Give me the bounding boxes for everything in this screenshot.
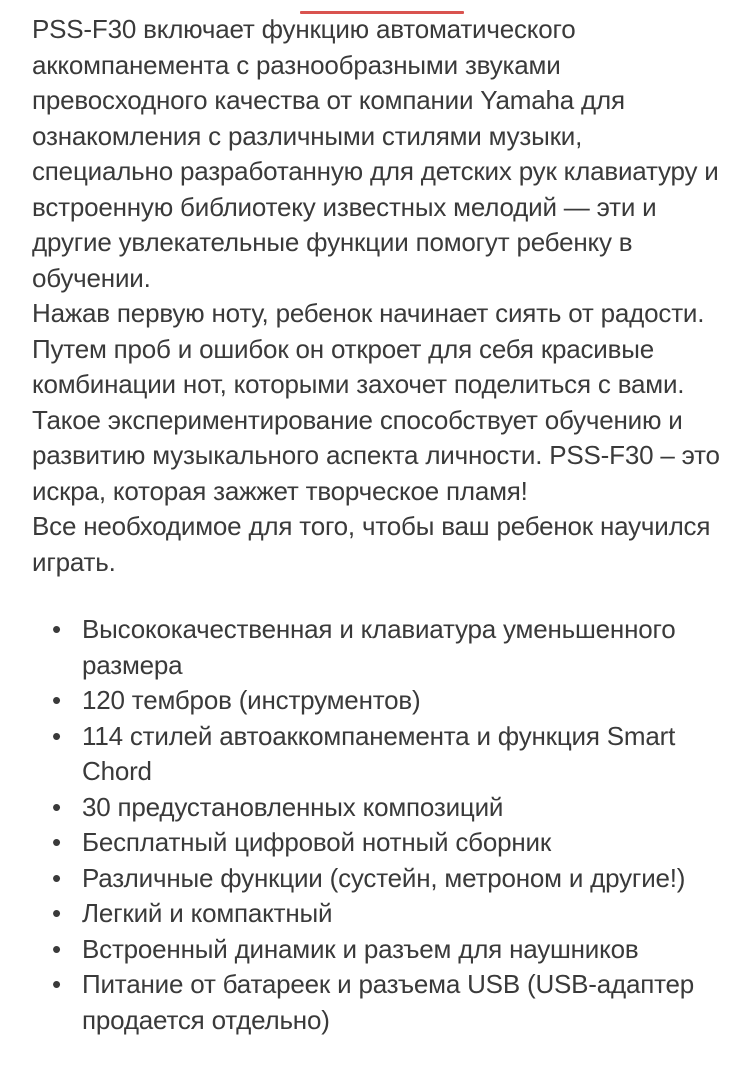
article-body bbox=[32, 12, 722, 1038]
paragraph-list-intro: Все необходимое для того, чтобы ваш ребенок научился играть. bbox=[32, 511, 711, 577]
list-item bbox=[32, 790, 722, 826]
feature-text: Питание от батареек и разъема USB (USB-адаптер продается отдельно) bbox=[82, 969, 695, 1035]
feature-text: 114 стилей автоаккомпанемента и функция Smart Chord bbox=[82, 720, 676, 786]
list-item bbox=[32, 612, 722, 683]
feature-text: Встроенный динамик и разъем для наушников bbox=[82, 933, 639, 964]
bullet-icon: • bbox=[52, 685, 61, 715]
list-item bbox=[32, 825, 722, 861]
feature-text: Бесплатный цифровой нотный сборник bbox=[82, 827, 552, 857]
list-item bbox=[32, 861, 722, 897]
list-item bbox=[32, 932, 722, 968]
list-item bbox=[32, 967, 722, 1038]
bullet-icon: • bbox=[52, 969, 61, 999]
bottom-fade bbox=[0, 1059, 738, 1073]
feature-text: Высококачественная и клавиатура уменьшенного размера bbox=[82, 614, 676, 680]
bullet-icon: • bbox=[52, 791, 61, 822]
feature-text: 120 тембров (инструментов) bbox=[82, 685, 421, 715]
paragraph-intro: PSS-F30 включает функцию автоматического аккомпанемента с разнообразными звуками превосходного качества от компании Yamaha для ознакомления с различными стилями музыки, специально разработанную для детских рук клавиатуру и встроенную библиотеку известных мелодий — эти и другие увлекательные функции помогут ребенку в обучении. bbox=[32, 14, 719, 293]
bullet-icon: • bbox=[52, 862, 61, 893]
bullet-icon: • bbox=[52, 720, 61, 751]
feature-text: Легкий и компактный bbox=[82, 898, 333, 928]
bullet-icon: • bbox=[52, 827, 61, 857]
bullet-icon: • bbox=[52, 898, 61, 928]
list-item bbox=[32, 683, 722, 719]
list-item bbox=[32, 719, 722, 790]
feature-text: 30 предустановленных композиций bbox=[82, 791, 504, 822]
list-item bbox=[32, 896, 722, 932]
bullet-icon: • bbox=[52, 933, 61, 964]
bullet-icon: • bbox=[52, 614, 61, 644]
paragraph-experience: Нажав первую ноту, ребенок начинает сиять от радости. Путем проб и ошибок он откроет для себя красивые комбинации нот, которыми захочет поделиться с вами. Такое экспериментирование способствует обучению и развитию музыкального аспекта личности. PSS-F30 – это искра, которая зажжет творческое пламя! bbox=[32, 298, 720, 506]
feature-text: Различные функции (сустейн, метроном и другие!) bbox=[82, 862, 686, 893]
feature-list bbox=[32, 612, 722, 1038]
